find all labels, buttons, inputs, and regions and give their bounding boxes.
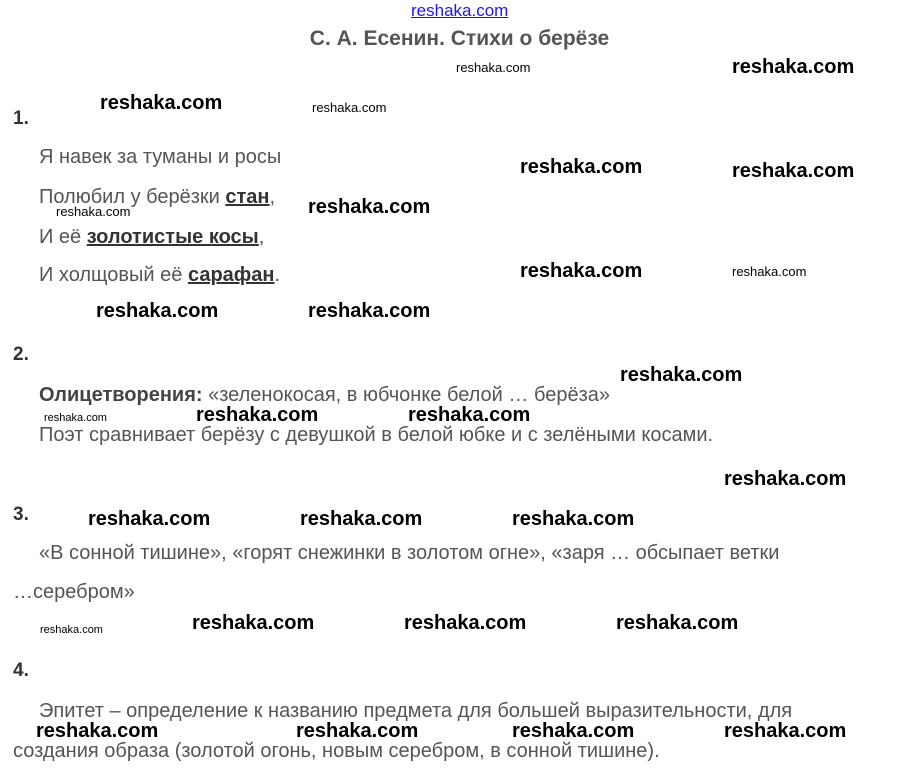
watermark: reshaka.com: [512, 508, 635, 530]
highlight-word: сарафан: [187, 264, 275, 286]
quotes-line-1: «В сонной тишине», «горят снежинки в золотом огне», «заря … обсыпает ветки: [39, 542, 780, 564]
section-2-number: 2.: [13, 344, 29, 365]
watermark: reshaka.com: [620, 364, 743, 386]
poem-line-3: И её золотистые косы,: [39, 226, 265, 248]
watermark: reshaka.com: [408, 404, 531, 426]
page-title: С. А. Есенин. Стихи о берёзе: [309, 27, 610, 50]
watermark: reshaka.com: [100, 92, 223, 114]
watermark: reshaka.com: [192, 612, 315, 634]
personification-label: Олицетворения:: [39, 384, 203, 406]
watermark: reshaka.com: [512, 720, 635, 742]
watermark: reshaka.com: [308, 300, 431, 322]
personification-line: Олицетворения: «зеленокосая, в юбчонке белой … берёза»: [39, 384, 610, 406]
watermark: reshaka.com: [404, 612, 527, 634]
watermark: reshaka.com: [456, 60, 531, 75]
watermark: reshaka.com: [96, 300, 219, 322]
watermark: reshaka.com: [40, 624, 103, 636]
watermark: reshaka.com: [732, 160, 855, 182]
watermark: reshaka.com: [44, 412, 107, 424]
watermark: reshaka.com: [56, 204, 131, 219]
quotes-line-2: …серебром»: [13, 581, 135, 603]
highlight-word: стан: [225, 186, 270, 208]
watermark: reshaka.com: [312, 100, 387, 115]
watermark: reshaka.com: [88, 508, 211, 530]
epithet-line-2: создания образа (золотой огонь, новым серебром, в сонной тишине).: [13, 740, 660, 762]
watermark: reshaka.com: [732, 56, 855, 78]
watermark: reshaka.com: [296, 720, 419, 742]
poem-line-2: Полюбил у берёзки стан,: [39, 186, 276, 208]
highlight-word: золотистые косы: [86, 226, 259, 248]
watermark: reshaka.com: [196, 404, 319, 426]
watermark: reshaka.com: [724, 468, 847, 490]
watermark: reshaka.com: [308, 196, 431, 218]
watermark: reshaka.com: [616, 612, 739, 634]
epithet-line-1: Эпитет – определение к названию предмета для большей выразительности, для: [39, 700, 793, 722]
watermark: reshaka.com: [300, 508, 423, 530]
comparison-text: Поэт сравнивает берёзу с девушкой в белой юбке и с зелёными косами.: [39, 424, 714, 446]
site-link[interactable]: reshaka.com: [411, 1, 509, 20]
watermark: reshaka.com: [732, 264, 807, 279]
watermark: reshaka.com: [520, 260, 643, 282]
section-4-number: 4.: [13, 660, 29, 681]
poem-line-4: И холщовый её сарафан.: [39, 264, 281, 286]
section-3-number: 3.: [13, 504, 29, 525]
poem-line-1: Я навек за туманы и росы: [39, 146, 282, 168]
watermark: reshaka.com: [724, 720, 847, 742]
watermark: reshaka.com: [520, 156, 643, 178]
section-1-number: 1.: [13, 108, 29, 129]
watermark: reshaka.com: [36, 720, 159, 742]
